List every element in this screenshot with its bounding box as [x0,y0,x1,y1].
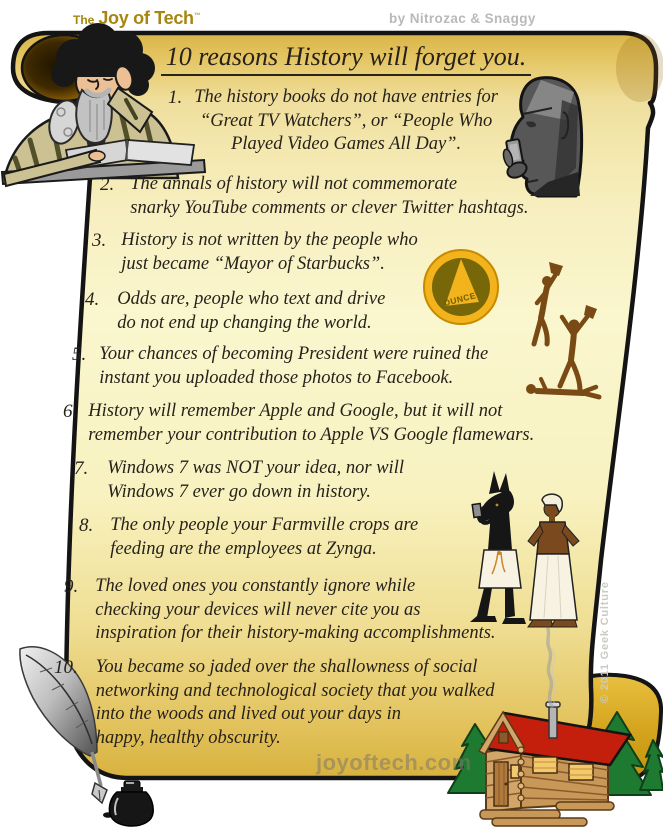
list-item-3 [92,229,418,276]
item-text-line: just became “Mayor of Starbucks”. [121,253,385,274]
copyright-notice: © 2011 Geek Culture [599,581,611,703]
byline: by Nitrozac & Snaggy [389,11,536,26]
dunce-medal-label: DUNCE [442,290,477,308]
item-number: 7. [74,458,89,479]
website-watermark: joyoftech.com [316,750,472,775]
item-number: 2. [100,174,115,195]
list-item-9 [64,575,496,646]
logo-the: The [73,13,95,27]
item-number: 3. [92,230,107,251]
item-number: 6. [63,401,78,422]
item-number: 9. [64,576,79,597]
item-text-line: The annals of history will not commemorate [130,174,458,194]
item-text-line: The loved ones you constantly ignore while [95,576,416,596]
item-number: 4. [85,289,100,310]
item-text-line: networking and technological society that you walked [95,680,495,701]
item-text-line: Your chances of becoming President were ruined the [99,344,489,364]
item-number: 8. [79,515,94,536]
item-text-line: Played Video Games All Day”. [231,134,462,154]
item-text-line: Odds are, people who text and drive [117,289,386,309]
item-text-line: into the woods and lived out your days in [95,704,401,724]
item-text-line: The only people your Farmville crops are [110,515,419,535]
item-text-line: feeding are the employees at Zynga. [110,538,377,559]
list-item-10 [54,656,494,750]
item-number: 5. [72,344,87,365]
item-text-line: happy, healthy obscurity. [95,727,281,748]
item-text-line: do not end up changing the world. [117,312,372,333]
dunce-medal-icon [424,250,498,324]
item-text-line: “Great TV Watchers”, or “People Who [199,110,493,131]
logo-trademark: ™ [193,12,201,20]
item-text-line: remember your contribution to Apple VS Google flamewars. [88,424,535,445]
item-text-line: The history books do not have entries for [194,87,498,107]
item-text-line: History is not written by the people who [121,230,418,250]
joy-of-tech-logo [73,8,201,29]
item-text-line: You became so jaded over the shallowness of social [95,657,478,677]
logo-name: Joy of Tech [98,8,194,28]
scroll-title [150,42,542,76]
list-item-6 [63,400,534,447]
list-item-2 [100,173,529,220]
item-text-line: snarky YouTube comments or clever Twitter hashtags. [130,197,529,218]
scroll-title-text: 10 reasons History will forget you. [161,42,532,76]
item-text-line: instant you uploaded those photos to Facebook. [99,367,454,388]
item-text-line: inspiration for their history-making accomplishments. [95,623,496,643]
item-number: 10. [54,657,78,678]
item-text-line: Windows 7 was NOT your idea, nor will [107,458,404,478]
list-item-5 [72,343,488,390]
list-item-8 [79,514,418,561]
list-item-7 [74,457,404,504]
item-text-line: History will remember Apple and Google, but it will not [88,401,503,421]
list-item-1 [168,86,498,157]
item-number: 1. [168,87,183,108]
item-text-line: Windows 7 ever go down in history. [107,481,371,502]
ink-bottle-icon [109,781,153,826]
item-text-line: checking your devices will never cite you as [95,599,421,620]
list-item-4 [85,288,385,335]
